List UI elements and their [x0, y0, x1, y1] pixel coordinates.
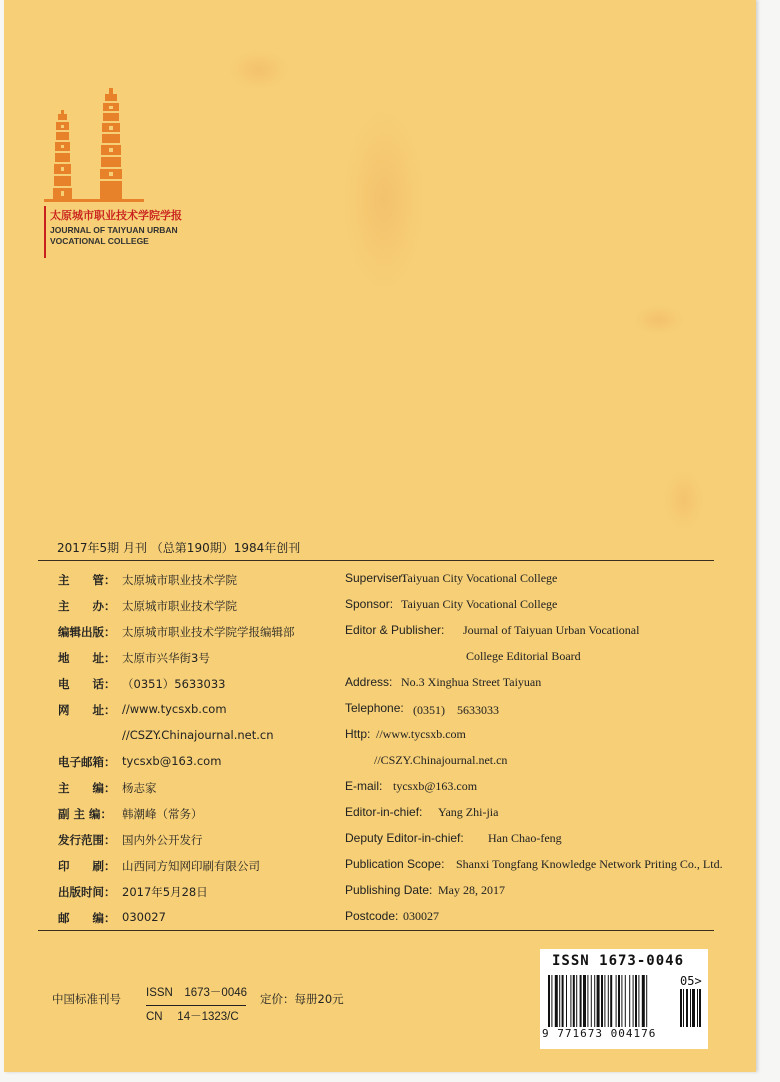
- info-value: 国内外公开发行: [122, 833, 203, 847]
- info-en-label: Http:: [345, 727, 371, 741]
- back-cover: [4, 0, 756, 1072]
- pagoda-logo-icon: [44, 88, 144, 206]
- cn-text: CN 14－1323/C: [146, 1011, 239, 1023]
- info-en-value: (0351) 5633033: [413, 703, 499, 717]
- info-value: 030027: [122, 910, 166, 924]
- info-en-label: Superviser:: [345, 571, 406, 585]
- info-en-value: Han Chao-feng: [488, 831, 562, 845]
- addon-barcode-icon: [680, 989, 702, 1027]
- info-label: 发行范围：: [58, 833, 116, 847]
- info-label: 主 办：: [58, 599, 116, 613]
- info-label: 电子邮箱：: [58, 755, 116, 769]
- info-en-label: Publication Scope:: [345, 857, 445, 871]
- info-value: 太原城市职业技术学院学报编辑部: [122, 625, 295, 639]
- info-en-label: E-mail:: [345, 779, 383, 793]
- info-label: 出版时间：: [58, 885, 116, 899]
- info-value: //CSZY.Chinajournal.net.cn: [122, 728, 274, 742]
- info-en-value: College Editorial Board: [466, 649, 581, 663]
- info-en-label: Editor & Publisher:: [345, 623, 445, 637]
- divider-bottom: [38, 930, 714, 931]
- info-en-value: No.3 Xinghua Street Taiyuan: [401, 675, 542, 689]
- issue-line: 2017年5期 月刊 （总第190期）1984年创刊: [57, 541, 301, 555]
- info-value: 太原市兴华街3号: [122, 651, 210, 665]
- info-en-value: May 28, 2017: [438, 883, 505, 897]
- info-en-value: 030027: [403, 909, 439, 923]
- info-en-value: //www.tycsxb.com: [376, 727, 466, 741]
- info-label: 主 管：: [58, 573, 116, 587]
- barcode-icon: [548, 975, 674, 1027]
- info-value: 杨志家: [122, 781, 157, 795]
- info-label: 副 主 编：: [58, 807, 113, 821]
- barcode-issn: ISSN 1673-0046: [552, 953, 685, 969]
- info-label: 网 址：: [58, 703, 116, 717]
- info-value: tycsxb@163.com: [122, 754, 222, 768]
- info-en-value: Taiyuan City Vocational College: [401, 571, 558, 585]
- info-value: //www.tycsxb.com: [122, 702, 227, 716]
- info-label: 邮 编：: [58, 911, 116, 925]
- info-en-value: Taiyuan City Vocational College: [401, 597, 558, 611]
- standard-label: 中国标准刊号: [52, 992, 121, 1006]
- info-label: 电 话：: [58, 677, 116, 691]
- issn-cn-divider: [146, 1005, 246, 1006]
- barcode-number: 9 771673 004176: [542, 1027, 657, 1040]
- info-en-label: Address:: [345, 675, 393, 689]
- info-en-value: Shanxi Tongfang Knowledge Network Priting Co., Ltd.: [456, 857, 723, 871]
- info-value: 山西同方知网印刷有限公司: [122, 859, 260, 873]
- barcode-addon: 05>: [680, 974, 702, 988]
- logo-divider: [44, 206, 46, 258]
- journal-name-en: JOURNAL OF TAIYUAN URBAN VOCATIONAL COLLEGE: [50, 225, 178, 246]
- info-en-value: tycsxb@163.com: [393, 779, 478, 793]
- info-label: 印 刷：: [58, 859, 116, 873]
- info-en-value: Journal of Taiyuan Urban Vocational: [463, 623, 640, 637]
- info-value: 2017年5月28日: [122, 885, 208, 899]
- info-label: 编辑出版：: [58, 625, 116, 639]
- info-value: （0351）5633033: [122, 677, 226, 691]
- info-en-label: Postcode:: [345, 909, 399, 923]
- info-value: 太原城市职业技术学院: [122, 573, 237, 587]
- issn-text: ISSN 1673－0046: [146, 987, 248, 999]
- info-label: 地 址：: [58, 651, 116, 665]
- barcode-box: [540, 949, 708, 1049]
- info-value: 韩潮峰（常务）: [122, 807, 203, 821]
- divider-top: [38, 560, 714, 561]
- info-en-label: Telephone:: [345, 701, 404, 715]
- info-en-value: //CSZY.Chinajournal.net.cn: [374, 753, 508, 767]
- info-en-label: Publishing Date:: [345, 883, 433, 897]
- info-en-label: Sponsor:: [345, 597, 394, 611]
- info-value: 太原城市职业技术学院: [122, 599, 237, 613]
- info-en-value: Yang Zhi-jia: [438, 805, 499, 819]
- info-en-label: Deputy Editor-in-chief:: [345, 831, 464, 845]
- price-text: 定价：每册20元: [260, 992, 344, 1006]
- info-label: 主 编：: [58, 781, 116, 795]
- journal-name-cn: 太原城市职业技术学院学报: [50, 209, 182, 222]
- info-en-label: Editor-in-chief:: [345, 805, 423, 819]
